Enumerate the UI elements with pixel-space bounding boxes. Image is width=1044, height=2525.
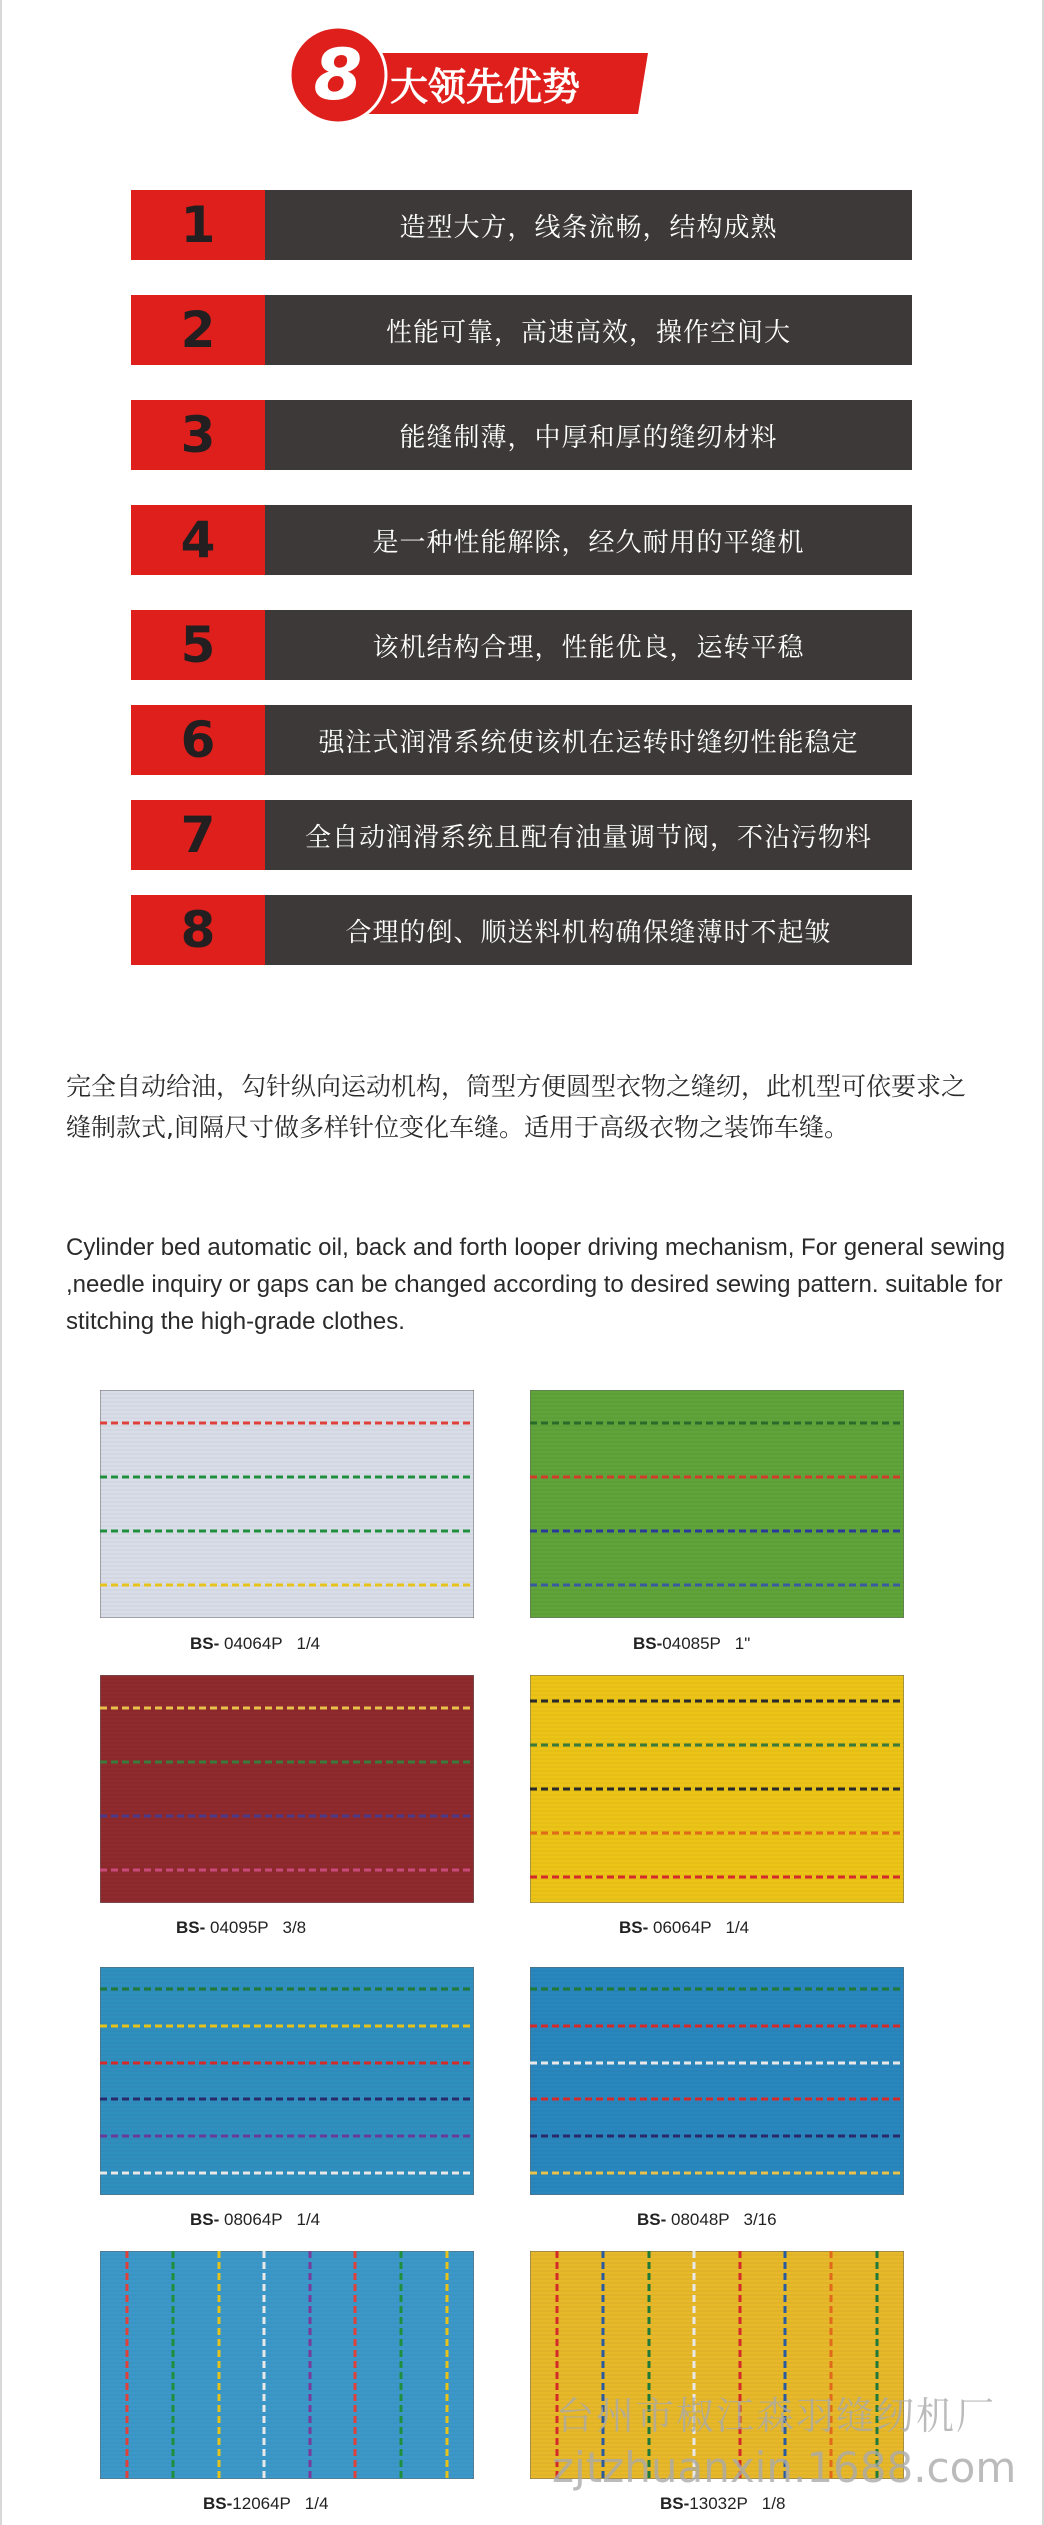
header-title: 大领先优势 [390,65,581,109]
feature-number: 5 [131,610,265,680]
feature-number: 2 [131,295,265,365]
watermark-company: 台州市椒江森羽缝纫机厂 [556,2394,997,2438]
sample-size: 1/4 [296,2210,321,2229]
feature-text: 能缝制薄，中厚和厚的缝纫材料 [265,400,912,470]
fabric-swatch-image [100,2251,474,2479]
sample-prefix: BS- [190,2210,220,2229]
feature-number: 7 [131,800,265,870]
header-badge [290,20,655,130]
sample-size: 1/4 [725,1918,750,1937]
sample-caption [190,2210,320,2230]
sample-code: 04095P [205,1918,269,1937]
fabric-swatch [530,1390,904,1618]
feature-row [131,190,912,260]
page-border-left [0,0,2,2525]
sample-code: 08064P [219,2210,283,2229]
fabric-swatch-image [100,1675,474,1903]
sample-code: 04085P [662,1634,721,1653]
sample-size: 1" [734,1634,751,1653]
sample-caption [619,1918,749,1938]
sample-prefix: BS- [660,2494,690,2513]
feature-number: 4 [131,505,265,575]
fabric-swatch-image [100,1390,474,1618]
sample-code: 06064P [648,1918,712,1937]
description-chinese: 完全自动给油，勾针纵向运动机构，筒型方便圆型衣物之缝纫，此机型可依要求之缝制款式,间隔尺寸做多样针位变化车缝。适用于高级衣物之装饰车缝。 [66,1072,967,1142]
sample-code: 04064P [219,1634,283,1653]
fabric-swatch-image [530,1390,904,1618]
feature-row [131,705,912,775]
fabric-swatch [100,1675,474,1903]
fabric-swatch [100,1390,474,1618]
description-english: Cylinder bed automatic oil, back and forth looper driving mechanism, For general sewing ,needle inquiry or gaps can be changed according to desired sewing pattern. suitable for stitching the high-grade clothes. [66,1234,1006,1335]
feature-number: 3 [131,400,265,470]
fabric-swatch-image [100,1967,474,2195]
feature-text: 该机结构合理，性能优良，运转平稳 [265,610,912,680]
sample-prefix: BS- [619,1918,649,1937]
sample-prefix: BS- [203,2494,233,2513]
feature-text: 全自动润滑系统且配有油量调节阀，不沾污物料 [265,800,912,870]
fabric-swatch-image [530,1675,904,1903]
sample-caption [190,1634,320,1654]
sample-prefix: BS- [633,1634,663,1653]
feature-text: 强注式润滑系统使该机在运转时缝纫性能稳定 [265,705,912,775]
feature-number: 8 [131,895,265,965]
fabric-swatch [100,1967,474,2195]
sample-prefix: BS- [176,1918,206,1937]
feature-row [131,505,912,575]
sample-size: 1/4 [296,1634,321,1653]
sample-code: 13032P [689,2494,748,2513]
sample-prefix: BS- [637,2210,667,2229]
feature-row [131,400,912,470]
sample-prefix: BS- [190,1634,220,1653]
sample-code: 08048P [666,2210,730,2229]
feature-text: 性能可靠，高速高效，操作空间大 [265,295,912,365]
sample-caption [637,2210,777,2230]
feature-row [131,800,912,870]
sample-code: 12064P [232,2494,291,2513]
sample-size: 3/8 [282,1918,307,1937]
sample-size: 1/8 [761,2494,786,2513]
watermark-url: zjtzhuanxin.1688.com [552,2443,1017,2492]
fabric-swatch [530,1675,904,1903]
sample-size: 3/16 [743,2210,777,2229]
sample-caption [176,1918,306,1938]
feature-number: 1 [131,190,265,260]
sample-caption [633,1634,750,1654]
header-number: 8 [313,34,363,116]
feature-row [131,295,912,365]
fabric-swatch [530,1967,904,2195]
feature-text: 造型大方，线条流畅，结构成熟 [265,190,912,260]
sample-caption [660,2494,785,2514]
feature-number: 6 [131,705,265,775]
fabric-swatch-image [530,1967,904,2195]
sample-size: 1/4 [304,2494,329,2513]
fabric-swatch [100,2251,474,2479]
feature-row [131,610,912,680]
feature-text: 是一种性能解除，经久耐用的平缝机 [265,505,912,575]
feature-text: 合理的倒、顺送料机构确保缝薄时不起皱 [265,895,912,965]
feature-row [131,895,912,965]
sample-caption [203,2494,328,2514]
